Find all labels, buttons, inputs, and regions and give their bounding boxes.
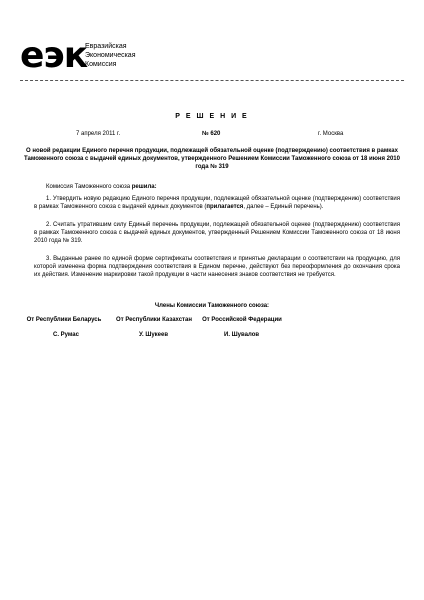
signatory-name: И. Шувалов: [224, 332, 260, 338]
signatory-country: От Республики Казахстан: [116, 317, 192, 323]
paragraph-1: [34, 195, 400, 211]
paragraph-1-tail: , далее – Единый перечень).: [243, 204, 324, 210]
org-line: Евразийская: [85, 43, 127, 50]
paragraph-1-text: 1. Утвердить новую редакцию Единого перечня продукции, подлежащей обязательной оценке (подтверждению) соответствия в рамках Таможенного союза с выдачей единых документов (: [34, 196, 400, 210]
document-number: № 620: [202, 131, 221, 137]
intro-text: Комиссия Таможенного союза: [46, 184, 132, 190]
paragraph-3: 3. Выданные ранее по единой форме сертификаты соответствия и принятые декларации о соответствии на продукцию, для которой изменена форма подтверждения соответствия в Едином перечне, действуют без переоформления до окончания срока их действия. Изменение маркировки такой продукции в части нанесения знаков соответствия не требуется.: [34, 256, 400, 278]
paragraph-2: 2. Считать утратившим силу Единый перечень продукции, подлежащей обязательной оценке (подтверждению) соответствия в рамках Таможенного союза с выдачей единых документов, утвержденный Решением Комиссии Таможенного союза от 18 июня 2010 года № 319.: [34, 222, 400, 244]
paragraph-1-attached: прилагается: [206, 204, 244, 210]
signatory-country: От Республики Беларусь: [26, 317, 102, 323]
signatory-country: От Российской Федерации: [202, 317, 282, 323]
document-date: 7 апреля 2011 г.: [76, 131, 121, 137]
org-line: Комиссия: [85, 61, 117, 68]
signatory-name: У. Шукеев: [139, 332, 169, 338]
intro-decided: решила:: [131, 184, 157, 190]
document-city: г. Москва: [318, 131, 344, 137]
document-subject: О новой редакции Единого перечня продукции, подлежащей обязательной оценке (подтверждению) соответствия в рамках Таможенного союза с выдачей единых документов, утвержденного Решением Комиссии Таможенного союза от 18 июня 2010 года № 319: [24, 148, 400, 170]
document-title: Р Е Ш Е Н И Е: [175, 113, 249, 120]
intro-paragraph: [34, 183, 400, 191]
header-divider: [20, 80, 404, 81]
org-line: Экономическая: [85, 52, 136, 59]
eec-logo: еэк: [20, 35, 88, 76]
organization-name: [85, 42, 136, 69]
signatory-name: С. Румас: [53, 332, 79, 338]
members-heading: Члены Комиссии Таможенного союза:: [154, 303, 270, 309]
